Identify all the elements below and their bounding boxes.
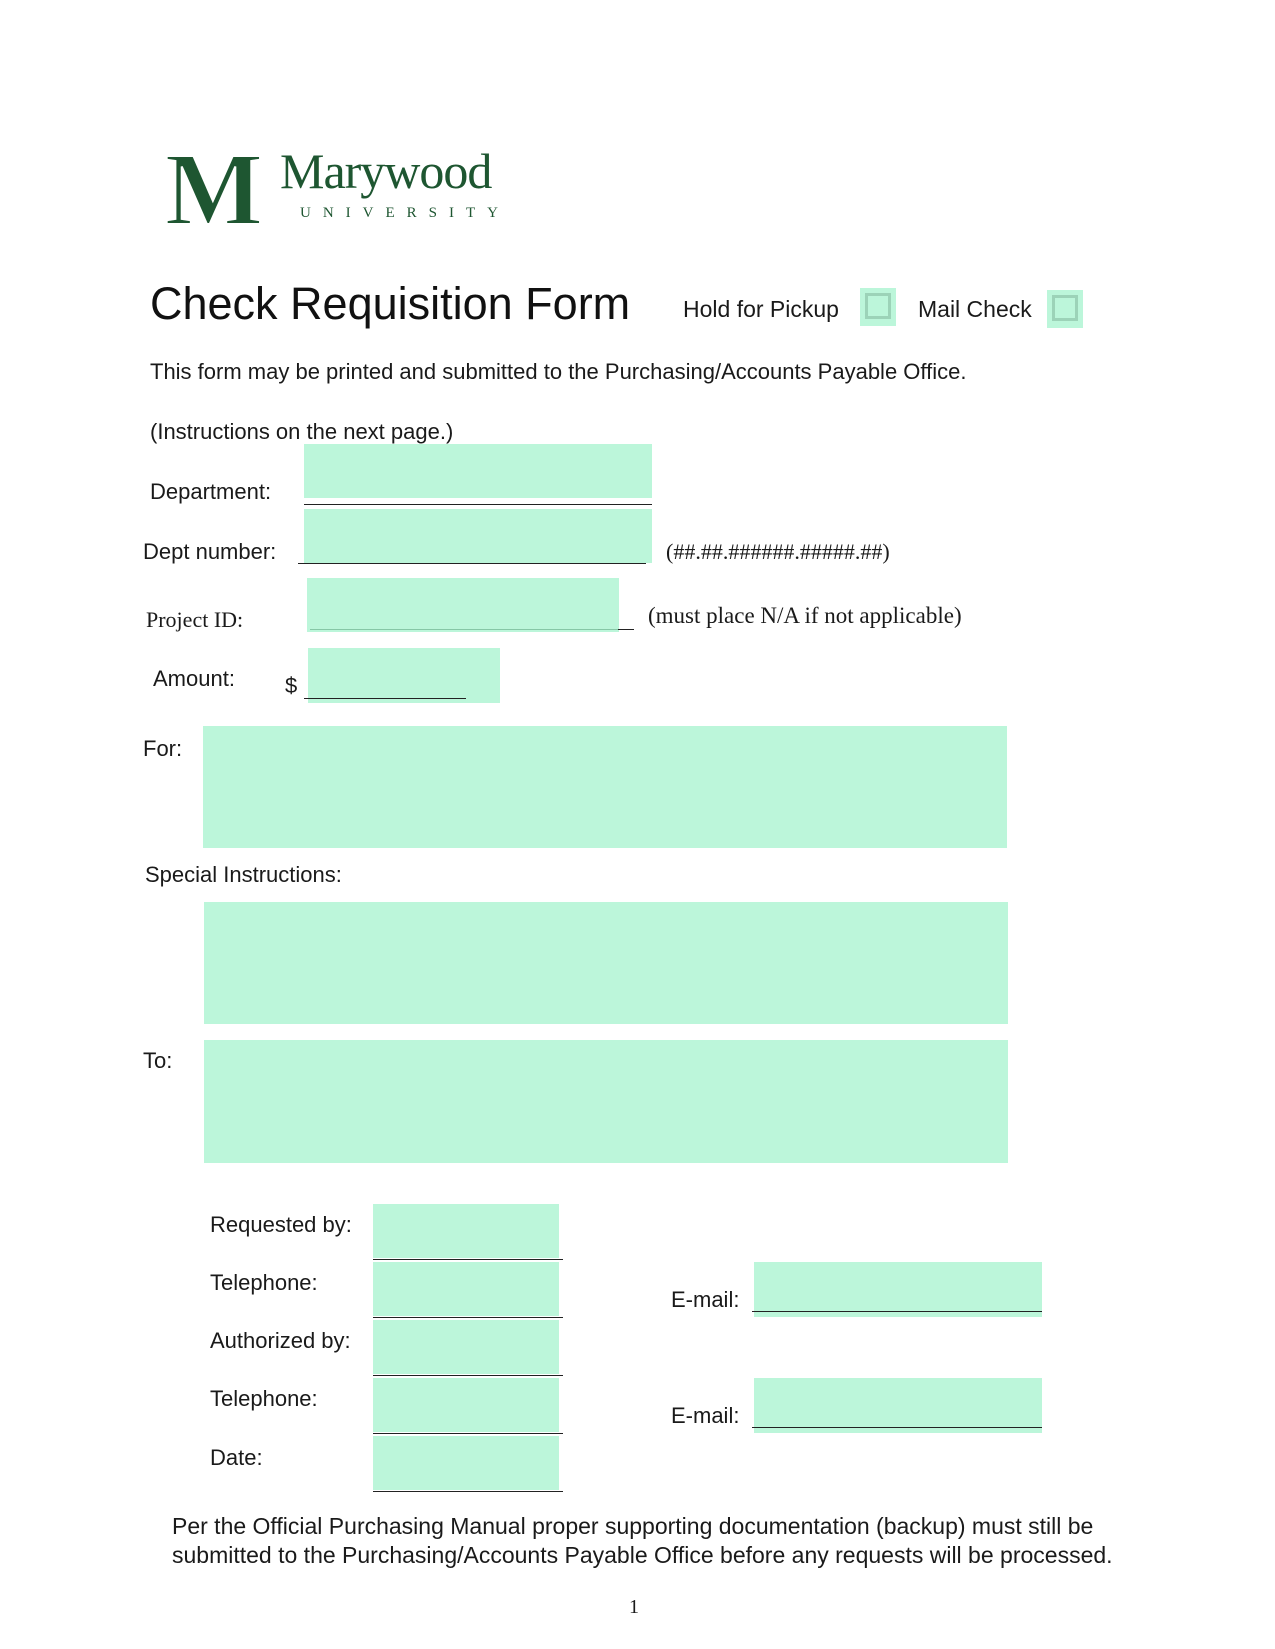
telephone-2-label: Telephone: xyxy=(210,1386,318,1411)
special-instructions-textarea[interactable] xyxy=(204,902,1008,1024)
hold-for-pickup-label: Hold for Pickup xyxy=(683,296,839,322)
date-label: Date: xyxy=(210,1445,263,1470)
intro-text: This form may be printed and submitted to the Purchasing/Accounts Payable Office. xyxy=(150,359,967,384)
department-underline xyxy=(304,504,652,505)
project-id-input[interactable] xyxy=(307,578,619,632)
to-textarea[interactable] xyxy=(204,1040,1008,1163)
email-underline xyxy=(752,1311,1042,1312)
currency-symbol: $ xyxy=(285,673,298,698)
email-2-underline xyxy=(752,1427,1042,1428)
special-instructions-label: Special Instructions: xyxy=(145,862,342,887)
requested-by-input[interactable] xyxy=(373,1204,559,1258)
email-input[interactable] xyxy=(754,1262,1042,1317)
authorized-by-input[interactable] xyxy=(373,1320,559,1374)
telephone-label: Telephone: xyxy=(210,1270,318,1295)
mail-check-label: Mail Check xyxy=(918,296,1032,322)
page-title: Check Requisition Form xyxy=(150,278,631,329)
date-input[interactable] xyxy=(373,1436,559,1490)
date-underline xyxy=(373,1491,563,1492)
dept-number-input[interactable] xyxy=(304,509,652,563)
dept-number-hint: (##.##.######.#####.##) xyxy=(666,539,890,564)
telephone-2-input[interactable] xyxy=(373,1378,559,1432)
email-2-input[interactable] xyxy=(754,1378,1042,1433)
footer-note-line-2: submitted to the Purchasing/Accounts Payable Office before any requests will be processed. xyxy=(172,1542,1113,1568)
telephone-underline xyxy=(373,1317,563,1318)
hold-for-pickup-checkbox[interactable] xyxy=(860,288,896,326)
department-input[interactable] xyxy=(304,444,652,498)
department-label: Department: xyxy=(150,479,272,504)
project-id-faint-line xyxy=(310,629,618,630)
telephone-input[interactable] xyxy=(373,1262,559,1316)
logo-letter: M xyxy=(164,144,264,232)
logo-name: Marywood xyxy=(280,143,492,199)
amount-label: Amount: xyxy=(153,666,235,691)
logo-subtitle: UNIVERSITY xyxy=(300,205,510,221)
logo-m-icon xyxy=(162,144,266,232)
authorized-by-label: Authorized by: xyxy=(210,1328,351,1353)
amount-input[interactable] xyxy=(308,648,500,703)
dept-number-underline xyxy=(298,563,646,564)
instructions-note: (Instructions on the next page.) xyxy=(150,419,454,444)
footer-note-line-1: Per the Official Purchasing Manual proper supporting documentation (backup) must still be xyxy=(172,1513,1094,1539)
page-number: 1 xyxy=(629,1596,639,1618)
footer-note xyxy=(172,1512,1113,1570)
project-id-underline-tail xyxy=(618,629,634,630)
project-id-label: Project ID: xyxy=(146,607,244,632)
to-label: To: xyxy=(143,1048,173,1073)
requested-by-label: Requested by: xyxy=(210,1212,352,1237)
dept-number-label: Dept number: xyxy=(143,539,277,564)
telephone-2-underline xyxy=(373,1433,563,1434)
project-id-hint: (must place N/A if not applicable) xyxy=(648,603,962,628)
amount-underline xyxy=(304,698,466,699)
email-2-label: E-mail: xyxy=(671,1403,740,1428)
mail-check-checkbox[interactable] xyxy=(1047,290,1083,328)
for-label: For: xyxy=(143,736,183,761)
authorized-by-underline xyxy=(373,1375,563,1376)
requested-by-underline xyxy=(373,1259,563,1260)
email-label: E-mail: xyxy=(671,1287,740,1312)
for-textarea[interactable] xyxy=(203,726,1007,848)
